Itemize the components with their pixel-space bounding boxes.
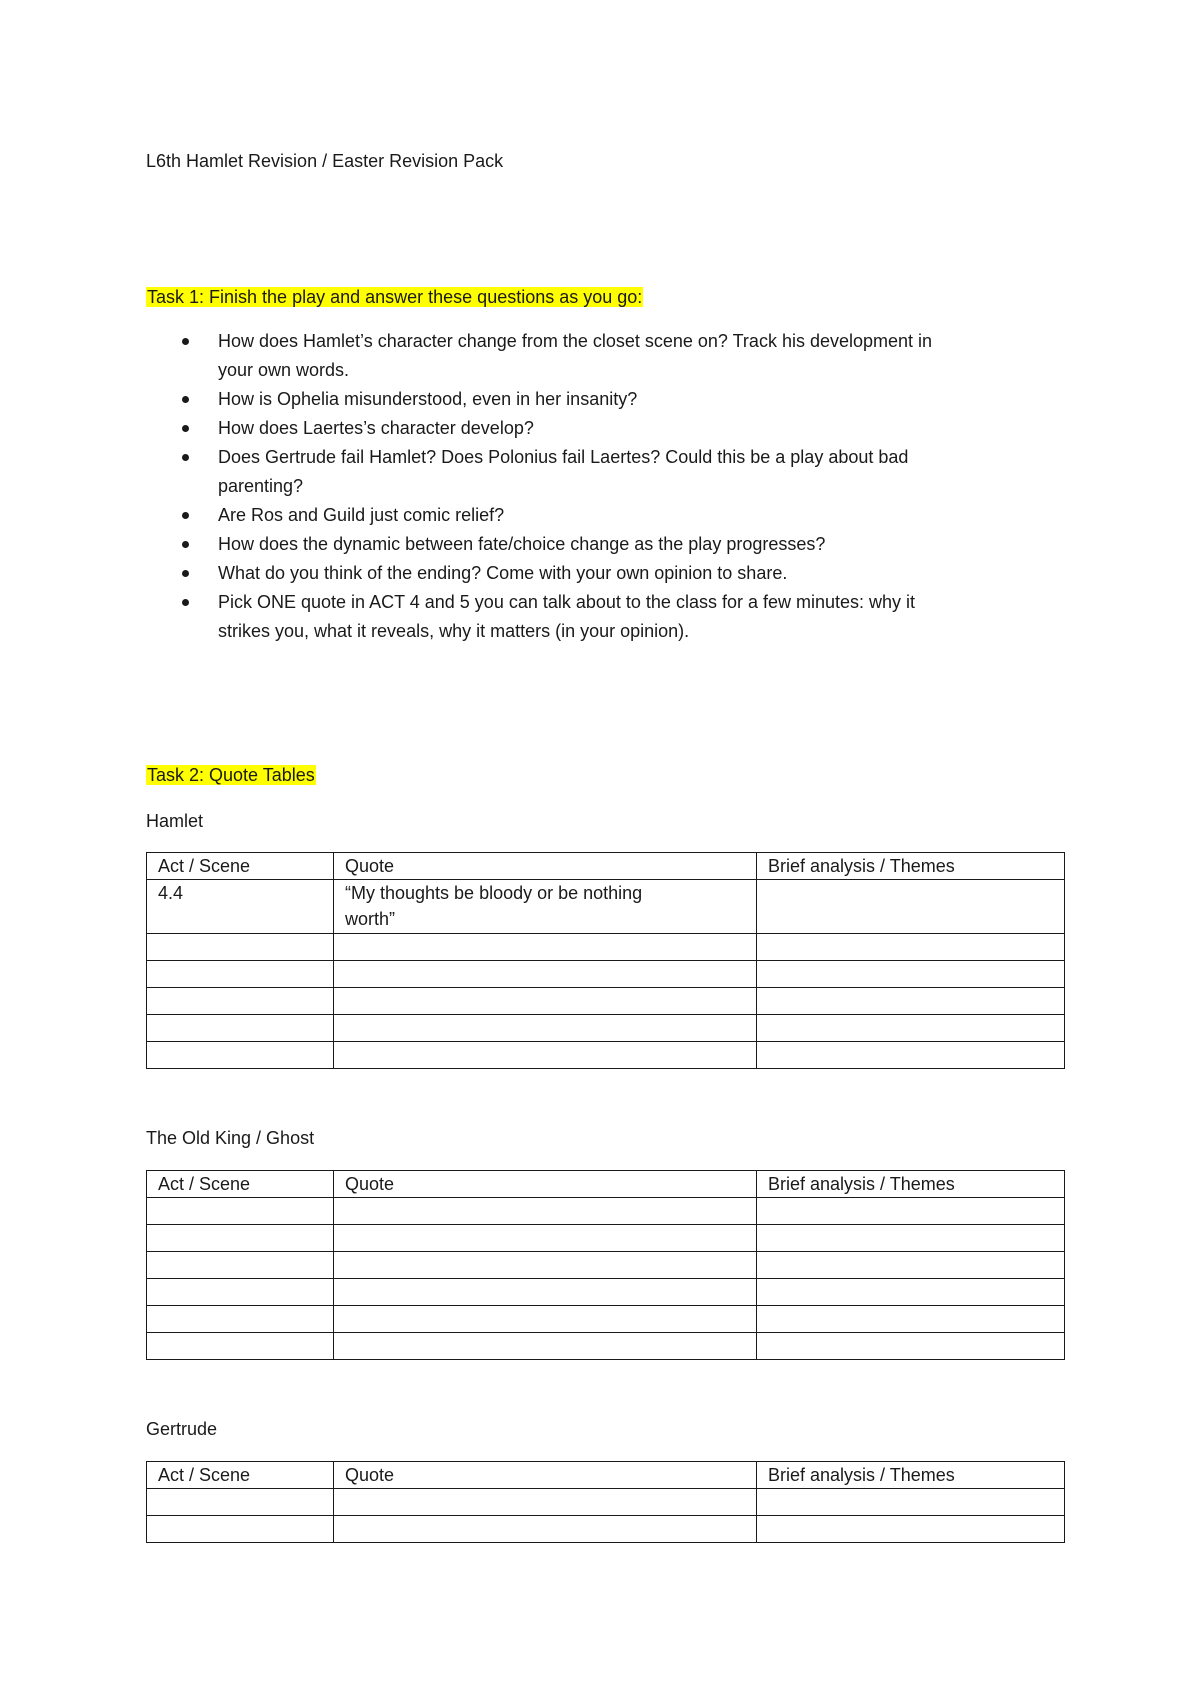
- task1-question-list: [177, 327, 1057, 646]
- table-cell-quote[interactable]: [334, 1306, 757, 1333]
- table-row: [147, 1225, 1065, 1252]
- table-cell-act[interactable]: [147, 1516, 334, 1543]
- task2-heading-highlight: Task 2: Quote Tables: [147, 765, 315, 785]
- table-cell-analysis[interactable]: [757, 1042, 1065, 1069]
- document-title: L6th Hamlet Revision / Easter Revision Pack: [146, 151, 504, 171]
- table-cell-analysis[interactable]: [757, 1516, 1065, 1543]
- question-text: Are Ros and Guild just comic relief?: [218, 505, 505, 525]
- question-text: How does Hamlet’s character change from the closet scene on? Track his development in: [218, 331, 933, 351]
- question-text-continued: parenting?: [218, 476, 304, 496]
- column-header-quote: Quote: [334, 853, 757, 880]
- question-text: How is Ophelia misunderstood, even in her insanity?: [218, 389, 638, 409]
- list-item: [177, 385, 1057, 414]
- table-cell-analysis[interactable]: [757, 934, 1065, 961]
- table-cell-analysis[interactable]: [757, 1252, 1065, 1279]
- bullet-icon: [182, 396, 189, 403]
- column-header-act-scene: Act / Scene: [147, 1462, 334, 1489]
- quote-table-ghost: [146, 1170, 1065, 1360]
- table-cell-quote[interactable]: [334, 1225, 757, 1252]
- bullet-icon: [182, 570, 189, 577]
- column-header-act-scene: Act / Scene: [147, 1171, 334, 1198]
- bullet-icon: [182, 425, 189, 432]
- list-item: [177, 327, 1057, 385]
- table-cell-act[interactable]: [147, 988, 334, 1015]
- table-cell-quote[interactable]: [334, 1015, 757, 1042]
- quote-text-continued: worth”: [345, 909, 396, 929]
- table-row: [147, 1306, 1065, 1333]
- table-cell-quote[interactable]: [334, 1252, 757, 1279]
- bullet-icon: [182, 599, 189, 606]
- question-text-continued: strikes you, what it reveals, why it matters (in your opinion).: [218, 621, 690, 641]
- list-item: [177, 443, 1057, 501]
- task1-heading-highlight: Task 1: Finish the play and answer these questions as you go:: [147, 287, 643, 307]
- table-row: [147, 1516, 1065, 1543]
- table-cell-analysis[interactable]: [757, 1489, 1065, 1516]
- bullet-icon: [182, 338, 189, 345]
- table-cell-analysis[interactable]: [757, 880, 1065, 934]
- table-cell-quote[interactable]: [334, 1042, 757, 1069]
- table-header-row: [147, 1171, 1065, 1198]
- table-cell-quote[interactable]: [334, 1489, 757, 1516]
- table-caption-gertrude: Gertrude: [146, 1419, 218, 1439]
- table-row: [147, 934, 1065, 961]
- table-cell-analysis[interactable]: [757, 988, 1065, 1015]
- table-cell-act[interactable]: 4.4: [147, 880, 334, 934]
- table-caption-ghost: The Old King / Ghost: [146, 1128, 315, 1148]
- table-row: [147, 961, 1065, 988]
- bullet-icon: [182, 454, 189, 461]
- table-cell-quote[interactable]: [334, 988, 757, 1015]
- column-header-analysis: Brief analysis / Themes: [757, 1462, 1065, 1489]
- table-cell-quote[interactable]: [334, 880, 757, 934]
- column-header-quote: Quote: [334, 1462, 757, 1489]
- task2-heading: [146, 761, 316, 790]
- table-row: [147, 1042, 1065, 1069]
- table-cell-quote[interactable]: [334, 1279, 757, 1306]
- table-cell-act[interactable]: [147, 1042, 334, 1069]
- table-row: [147, 1252, 1065, 1279]
- table-cell-act[interactable]: [147, 1306, 334, 1333]
- table-cell-analysis[interactable]: [757, 1333, 1065, 1360]
- question-text: What do you think of the ending? Come with your own opinion to share.: [218, 563, 788, 583]
- question-text: Pick ONE quote in ACT 4 and 5 you can talk about to the class for a few minutes: why it: [218, 592, 916, 612]
- table-cell-act[interactable]: [147, 961, 334, 988]
- table-cell-act[interactable]: [147, 1489, 334, 1516]
- question-text: How does Laertes’s character develop?: [218, 418, 534, 438]
- table-cell-quote[interactable]: [334, 934, 757, 961]
- table-cell-act[interactable]: [147, 934, 334, 961]
- table-cell-analysis[interactable]: [757, 1015, 1065, 1042]
- table-row: [147, 1198, 1065, 1225]
- table-cell-act[interactable]: [147, 1198, 334, 1225]
- table-header-row: [147, 1462, 1065, 1489]
- table-row: [147, 880, 1065, 934]
- table-row: [147, 1279, 1065, 1306]
- table-cell-quote[interactable]: [334, 1198, 757, 1225]
- table-cell-act[interactable]: [147, 1252, 334, 1279]
- list-item: [177, 414, 1057, 443]
- bullet-icon: [182, 541, 189, 548]
- question-text: How does the dynamic between fate/choice change as the play progresses?: [218, 534, 826, 554]
- column-header-analysis: Brief analysis / Themes: [757, 1171, 1065, 1198]
- quote-table-gertrude: [146, 1461, 1065, 1543]
- list-item: [177, 530, 1057, 559]
- table-row: [147, 1015, 1065, 1042]
- table-cell-act[interactable]: [147, 1333, 334, 1360]
- list-item: [177, 559, 1057, 588]
- table-row: [147, 988, 1065, 1015]
- table-row: [147, 1333, 1065, 1360]
- list-item: [177, 501, 1057, 530]
- column-header-act-scene: Act / Scene: [147, 853, 334, 880]
- table-cell-act[interactable]: [147, 1225, 334, 1252]
- table-cell-quote[interactable]: [334, 1333, 757, 1360]
- table-row: [147, 1489, 1065, 1516]
- question-text: Does Gertrude fail Hamlet? Does Polonius fail Laertes? Could this be a play about bad: [218, 447, 909, 467]
- quote-text: “My thoughts be bloody or be nothing: [345, 883, 643, 903]
- list-item: [177, 588, 1057, 646]
- quote-table-hamlet: [146, 852, 1065, 1069]
- table-cell-analysis[interactable]: [757, 961, 1065, 988]
- table-cell-act[interactable]: [147, 1279, 334, 1306]
- table-cell-analysis[interactable]: [757, 1306, 1065, 1333]
- column-header-analysis: Brief analysis / Themes: [757, 853, 1065, 880]
- table-cell-analysis[interactable]: [757, 1198, 1065, 1225]
- question-text-continued: your own words.: [218, 360, 350, 380]
- table-header-row: [147, 853, 1065, 880]
- task1-heading: [146, 283, 643, 312]
- table-cell-quote[interactable]: [334, 961, 757, 988]
- column-header-quote: Quote: [334, 1171, 757, 1198]
- table-cell-quote[interactable]: [334, 1516, 757, 1543]
- table-cell-analysis[interactable]: [757, 1279, 1065, 1306]
- table-caption-hamlet: Hamlet: [146, 811, 204, 831]
- bullet-icon: [182, 512, 189, 519]
- table-cell-analysis[interactable]: [757, 1225, 1065, 1252]
- table-cell-act[interactable]: [147, 1015, 334, 1042]
